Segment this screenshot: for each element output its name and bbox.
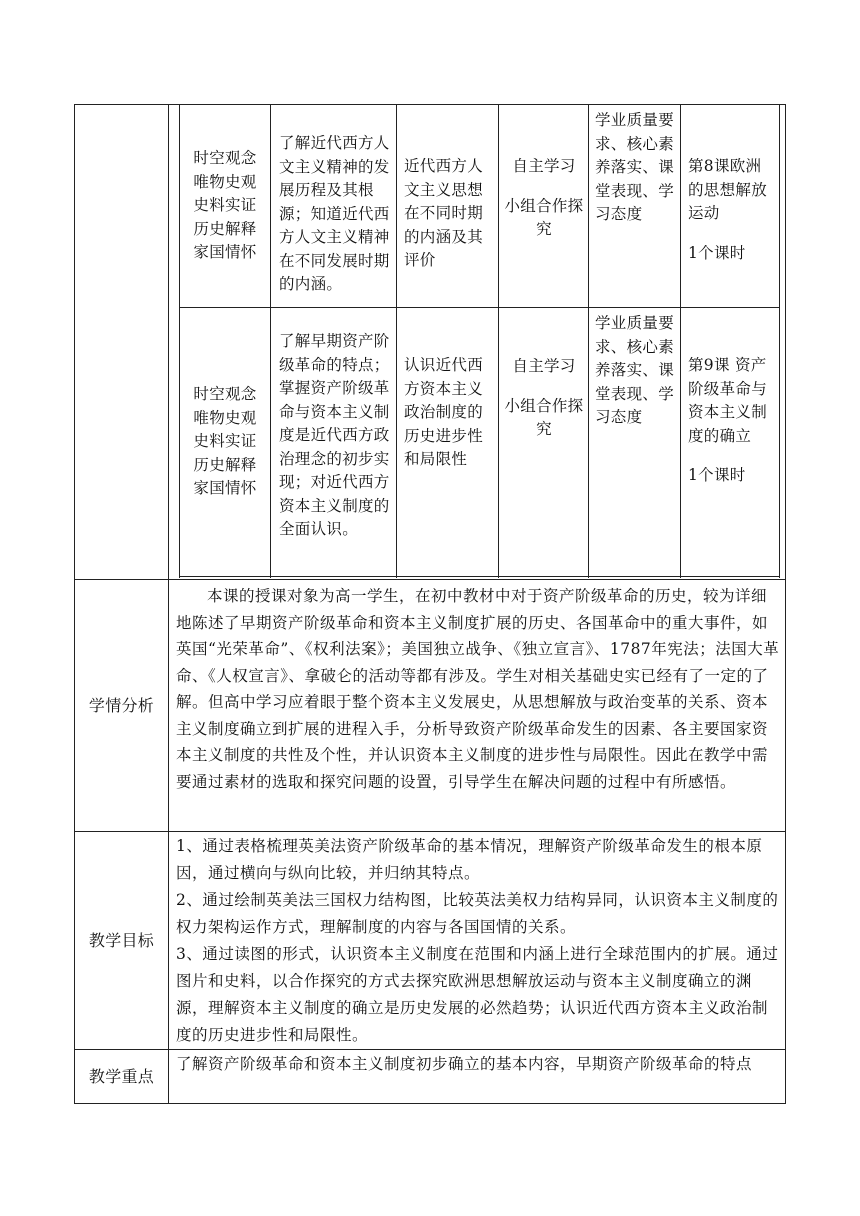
row2-literacy-cell bbox=[182, 310, 268, 574]
key-points-label: 教学重点 bbox=[88, 1066, 155, 1086]
row1-lesson-cell bbox=[688, 155, 776, 265]
row2-requirement: 了解早期资产阶级革命的特点；掌握资产阶级革命与资本主义制度是近代西方政治理念的初步实现；对近代西方资本主义制度的全面认识。 bbox=[279, 332, 390, 538]
row2-content: 认识近代西方资本主义政治制度的历史进步性和局限性 bbox=[404, 356, 484, 468]
nested-col-divider-2 bbox=[396, 104, 397, 578]
objective-item-2: 2、通过绘制英美法三国权力结构图，比较英法美权力结构异同，认识资本主义制度的权力架构运作方式，理解制度的内容与各国国情的关系。 bbox=[176, 891, 779, 936]
objective-item-1: 1、通过表格梳理英美法资产阶级革命的基本情况，理解资产阶级革命发生的根本原因，通过横向与纵向比较，并归纳其特点。 bbox=[176, 837, 763, 882]
nested-col-divider-1 bbox=[270, 104, 271, 578]
student-analysis-label: 学情分析 bbox=[88, 695, 155, 715]
table-border-right bbox=[785, 104, 786, 1104]
row1-literacy-cell bbox=[182, 107, 268, 305]
row2-method-cell bbox=[504, 355, 584, 442]
row1-literacy-1: 时空观念 bbox=[193, 149, 257, 168]
table-border-bottom bbox=[74, 1103, 786, 1104]
row2-evaluation: 学业质量要求、核心素养落实、课堂表现、学习态度 bbox=[595, 314, 675, 426]
row2-literacy-1: 时空观念 bbox=[193, 385, 257, 404]
row1-evaluation: 学业质量要求、核心素养落实、课堂表现、学习态度 bbox=[595, 111, 675, 223]
objectives-list bbox=[176, 833, 780, 1049]
label-column-divider bbox=[168, 104, 169, 1104]
student-analysis-text: 本课的授课对象为高一学生，在初中教材中对于资产阶级革命的历史，较为详细地陈述了早期资产阶级革命和资本主义制度扩展的历史、各国革命中的重大事件，如英国“光荣革命”、《权利法案》；美国独立战争、《独立宣言》、1787年宪法；法国大革命、《人权宣言》、拿破仑的活动等都有涉及。学生对相关基础史实已经有了一定的了解。但高中学习应着眼于整个资本主义发展史，从思想解放与政治变革的关系、资本主义制度确立到扩展的进程入手，分析导致资产阶级革命发生的因素、各主要国家资本主义制度的共性及个性，并认识资本主义制度的进步性与局限性。因此在教学中需要通过素材的选取和探究问题的设置，引导学生在解决问题的过程中有所感悟。 bbox=[176, 587, 780, 791]
row1-literacy-5: 家国情怀 bbox=[193, 243, 257, 262]
row1-literacy-2: 唯物史观 bbox=[193, 172, 257, 191]
row2-literacy-3: 史料实证 bbox=[193, 432, 257, 451]
nested-table-right-line bbox=[779, 104, 780, 578]
row2-method-1: 自主学习 bbox=[512, 357, 576, 375]
row1-method-2: 小组合作探究 bbox=[504, 196, 584, 238]
nested-table-left-line bbox=[179, 104, 180, 578]
objectives-label: 教学目标 bbox=[88, 930, 155, 950]
section-divider-2 bbox=[74, 831, 786, 832]
row2-lesson: 第9课 资产阶级革命与资本主义制度的确立 bbox=[688, 356, 768, 445]
row1-requirement: 了解近代西方人文主义精神的发展历程及其根源；知道近代西方人文主义精神在不同发展时期的内涵。 bbox=[279, 134, 390, 293]
row1-method-1: 自主学习 bbox=[512, 157, 576, 175]
row2-literacy-2: 唯物史观 bbox=[193, 408, 257, 427]
nested-table-bottom-line bbox=[179, 576, 780, 577]
section-divider-3 bbox=[74, 1049, 786, 1050]
row1-method-cell bbox=[504, 155, 584, 242]
row1-lesson: 第8课欧洲的思想解放运动 bbox=[688, 157, 768, 222]
row2-method-2: 小组合作探究 bbox=[504, 396, 584, 438]
row2-lesson-cell bbox=[688, 354, 776, 488]
row2-literacy-5: 家国情怀 bbox=[193, 479, 257, 498]
row1-hours: 1个课时 bbox=[688, 243, 746, 262]
row1-literacy-4: 历史解释 bbox=[193, 219, 257, 238]
nested-col-divider-5 bbox=[680, 104, 681, 578]
key-points-text: 了解资产阶级革命和资本主义制度初步确立的基本内容，早期资产阶级革命的特点 bbox=[176, 1055, 753, 1073]
student-analysis-text-cell bbox=[176, 583, 780, 795]
objective-item-3: 3、通过读图的形式，认识资本主义制度在范围和内涵上进行全球范围内的扩展。通过图片和史料，以合作探究的方式去探究欧洲思想解放运动与资本主义制度确立的渊源，理解资本主义制度的确立是历史发展的必然趋势；认识近代西方资本主义政治制度的历史进步性和局限性。 bbox=[176, 945, 779, 1044]
row1-content: 近代西方人文主义思想在不同时期的内涵及其评价 bbox=[404, 157, 484, 269]
row2-hours: 1个课时 bbox=[688, 466, 746, 484]
row2-literacy-4: 历史解释 bbox=[193, 455, 257, 474]
section-divider-1 bbox=[74, 579, 786, 580]
nested-col-divider-3 bbox=[498, 104, 499, 578]
row1-literacy-3: 史料实证 bbox=[193, 196, 257, 215]
nested-col-divider-4 bbox=[588, 104, 589, 578]
nested-row-divider bbox=[179, 307, 780, 308]
